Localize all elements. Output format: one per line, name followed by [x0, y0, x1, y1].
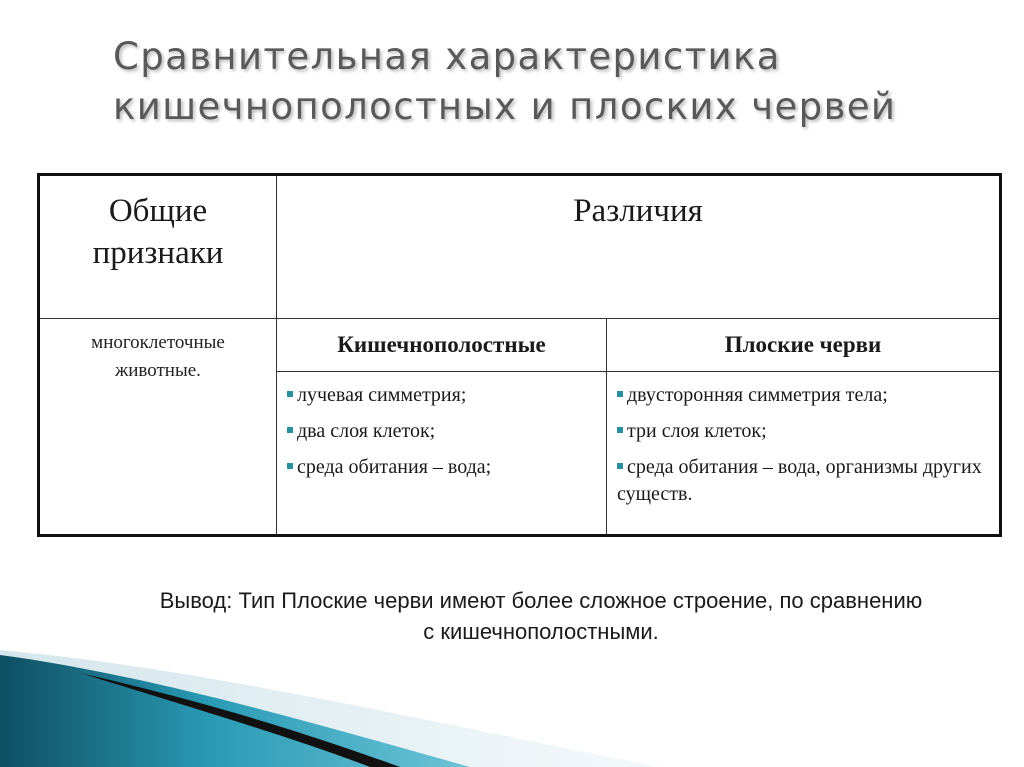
- list-item: среда обитания – вода;: [287, 454, 596, 481]
- table-header-row: [39, 175, 1001, 319]
- coelenterates-features: [277, 372, 607, 536]
- list-item: среда обитания – вода, организмы других существ.: [617, 456, 982, 505]
- bullet-icon: [287, 391, 293, 397]
- column-title-coelenterates: Кишечнополостные: [277, 319, 607, 372]
- flatworms-features: [607, 372, 1001, 536]
- header-differences: Различия: [277, 175, 1001, 319]
- bullet-icon: [287, 427, 293, 433]
- wave-teal-band: [0, 655, 470, 767]
- bullet-icon: [617, 427, 623, 433]
- common-features-cell: многоклеточные животные.: [39, 319, 277, 536]
- bullet-icon: [287, 463, 293, 469]
- list-item: три слоя клеток;: [617, 418, 989, 445]
- column-title-flatworms: Плоские черви: [607, 319, 1001, 372]
- conclusion-line-2: с кишечнополостными.: [423, 619, 659, 644]
- title-line-2: кишечнополостных и плоских червей: [113, 85, 897, 128]
- bullet-icon: [617, 391, 623, 397]
- list-item: двусторонняя симметрия тела;: [617, 382, 989, 409]
- comparison-table: [37, 173, 1002, 537]
- conclusion-line-1: Вывод: Тип Плоские черви имеют более сложное строение, по сравнению: [159, 588, 923, 613]
- table-subheader-row: [39, 319, 1001, 372]
- title-line-1: Сравнительная характеристика: [113, 35, 781, 78]
- list-item: лучевая симметрия;: [287, 382, 596, 409]
- slide-title: [113, 32, 993, 132]
- conclusion-text: [70, 585, 1012, 647]
- list-item: два слоя клеток;: [287, 418, 596, 445]
- header-common-features: Общие признаки: [39, 175, 277, 319]
- bullet-icon: [617, 463, 623, 469]
